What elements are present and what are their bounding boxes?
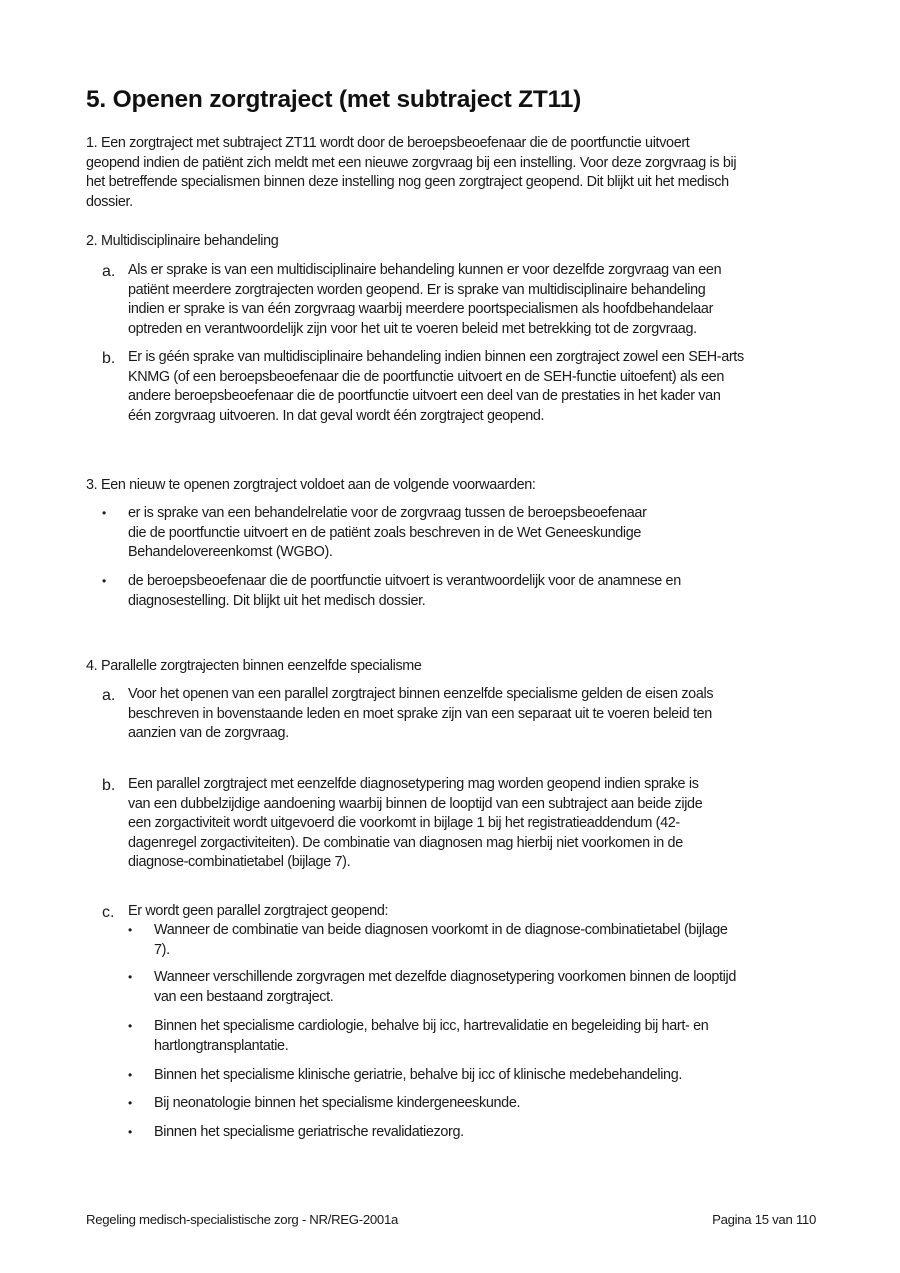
bullet-text: Binnen het specialisme cardiologie, behalve bij icc, hartrevalidatie en begeleiding bij hart- en hartlongtransplantatie.: [154, 1018, 709, 1054]
list-item-text: Er wordt geen parallel zorgtraject geopend:: [128, 903, 389, 919]
bullet-icon: •: [128, 1068, 132, 1082]
footer-document-title: Regeling medisch-specialistische zorg - NR/REG-2001a: [86, 1212, 399, 1227]
list-item-text: Voor het openen van een parallel zorgtraject binnen eenzelfde specialisme gelden de eisen zoals beschreven in bovenstaande leden en moet sprake zijn van een separaat uit te voeren beleid ten aanzien van de zorgvraag.: [128, 686, 714, 741]
bullet-text: de beroepsbeoefenaar die de poortfunctie uitvoert is verantwoordelijk voor de anamnese en diagnosestelling. Dit blijkt uit het medisch dossier.: [128, 573, 681, 609]
bullet-icon: •: [128, 923, 132, 937]
bullet-text: Binnen het specialisme klinische geriatrie, behalve bij icc of klinische medebehandeling.: [154, 1067, 683, 1083]
bullet-icon: •: [128, 1125, 132, 1139]
section-4-heading: 4. Parallelle zorgtrajecten binnen eenzelfde specialisme: [86, 658, 422, 674]
title-main: 5. Openen zorgtraject: [86, 86, 333, 113]
section-1-paragraph: 1. Een zorgtraject met subtraject ZT11 wordt door de beroepsbeoefenaar die de poortfunctie uitvoert geopend indien de patiënt zich meldt met een nieuwe zorgvraag bij een instelling. Voor deze zorgvraag is bij het betreffende specialismen binnen deze instelling nog geen zorgtraject geopend. Dit blijkt uit het medisch dossier.: [86, 135, 737, 210]
list-item-text: Een parallel zorgtraject met eenzelfde diagnosetypering mag worden geopend indien sprake is van een dubbelzijdige aandoening waarbij binnen de looptijd van een subtraject aan beide zijde een zorgactiviteit wordt uitgevoerd die voorkomt in bijlage 1 bij het registratieaddendum (42- dagenregel zorgactiviteiten). De combinatie van diagnosen mag hierbij niet voorkomen in de diagnose-combinatietabel (bijlage 7).: [128, 776, 703, 870]
list-marker: c.: [102, 904, 115, 921]
page-title: [86, 86, 581, 114]
title-subtitle: (met subtraject ZT11): [338, 86, 582, 113]
bullet-icon: •: [128, 1096, 132, 1110]
bullet-text: Binnen het specialisme geriatrische revalidatiezorg.: [154, 1124, 464, 1140]
list-item-text: Er is géén sprake van multidisciplinaire behandeling indien binnen een zorgtraject zowel een SEH-arts KNMG (of een beroepsbeoefenaar die de poortfunctie uitvoert en de SEH-functie uitoefent) als een andere beroepsbeoefenaar die de poortfunctie uitvoert een deel van de prestaties in het kader van één zorgvraag uitvoeren. In dat geval wordt één zorgtraject geopend.: [128, 349, 744, 424]
list-marker: a.: [102, 687, 116, 704]
bullet-icon: •: [102, 574, 106, 588]
bullet-text: Wanneer de combinatie van beide diagnosen voorkomt in de diagnose-combinatietabel (bijlage 7).: [154, 922, 728, 958]
bullet-icon: •: [102, 506, 106, 520]
list-marker: b.: [102, 350, 116, 367]
list-marker: b.: [102, 777, 116, 794]
bullet-text: Bij neonatologie binnen het specialisme kindergeneeskunde.: [154, 1095, 521, 1111]
bullet-icon: •: [128, 970, 132, 984]
section-3-heading: 3. Een nieuw te openen zorgtraject voldoet aan de volgende voorwaarden:: [86, 477, 536, 493]
bullet-text: Wanneer verschillende zorgvragen met dezelfde diagnosetypering voorkomen binnen de looptijd van een bestaand zorgtraject.: [154, 969, 736, 1005]
list-marker: a.: [102, 263, 116, 280]
page-footer: [86, 1212, 816, 1227]
section-2-heading: 2. Multidisciplinaire behandeling: [86, 233, 279, 249]
footer-page-number: Pagina 15 van 110: [712, 1212, 816, 1227]
list-item-text: Als er sprake is van een multidisciplinaire behandeling kunnen er voor dezelfde zorgvraag van een patiënt meerdere zorgtrajecten worden geopend. Er is sprake van multidisciplinaire behandeling indien er sprake is van één zorgvraag waarbij meerdere poortspecialismen als hoofdbehandelaar optreden en verantwoordelijk zijn voor het uit te voeren beleid met betrekking tot de zorgvraag.: [128, 262, 722, 337]
bullet-text: er is sprake van een behandelrelatie voor de zorgvraag tussen de beroepsbeoefenaar die de poortfunctie uitvoert en de patiënt zoals beschreven in de Wet Geneeskundige Behandelovereenkomst (WGBO).: [128, 505, 647, 560]
bullet-icon: •: [128, 1019, 132, 1033]
